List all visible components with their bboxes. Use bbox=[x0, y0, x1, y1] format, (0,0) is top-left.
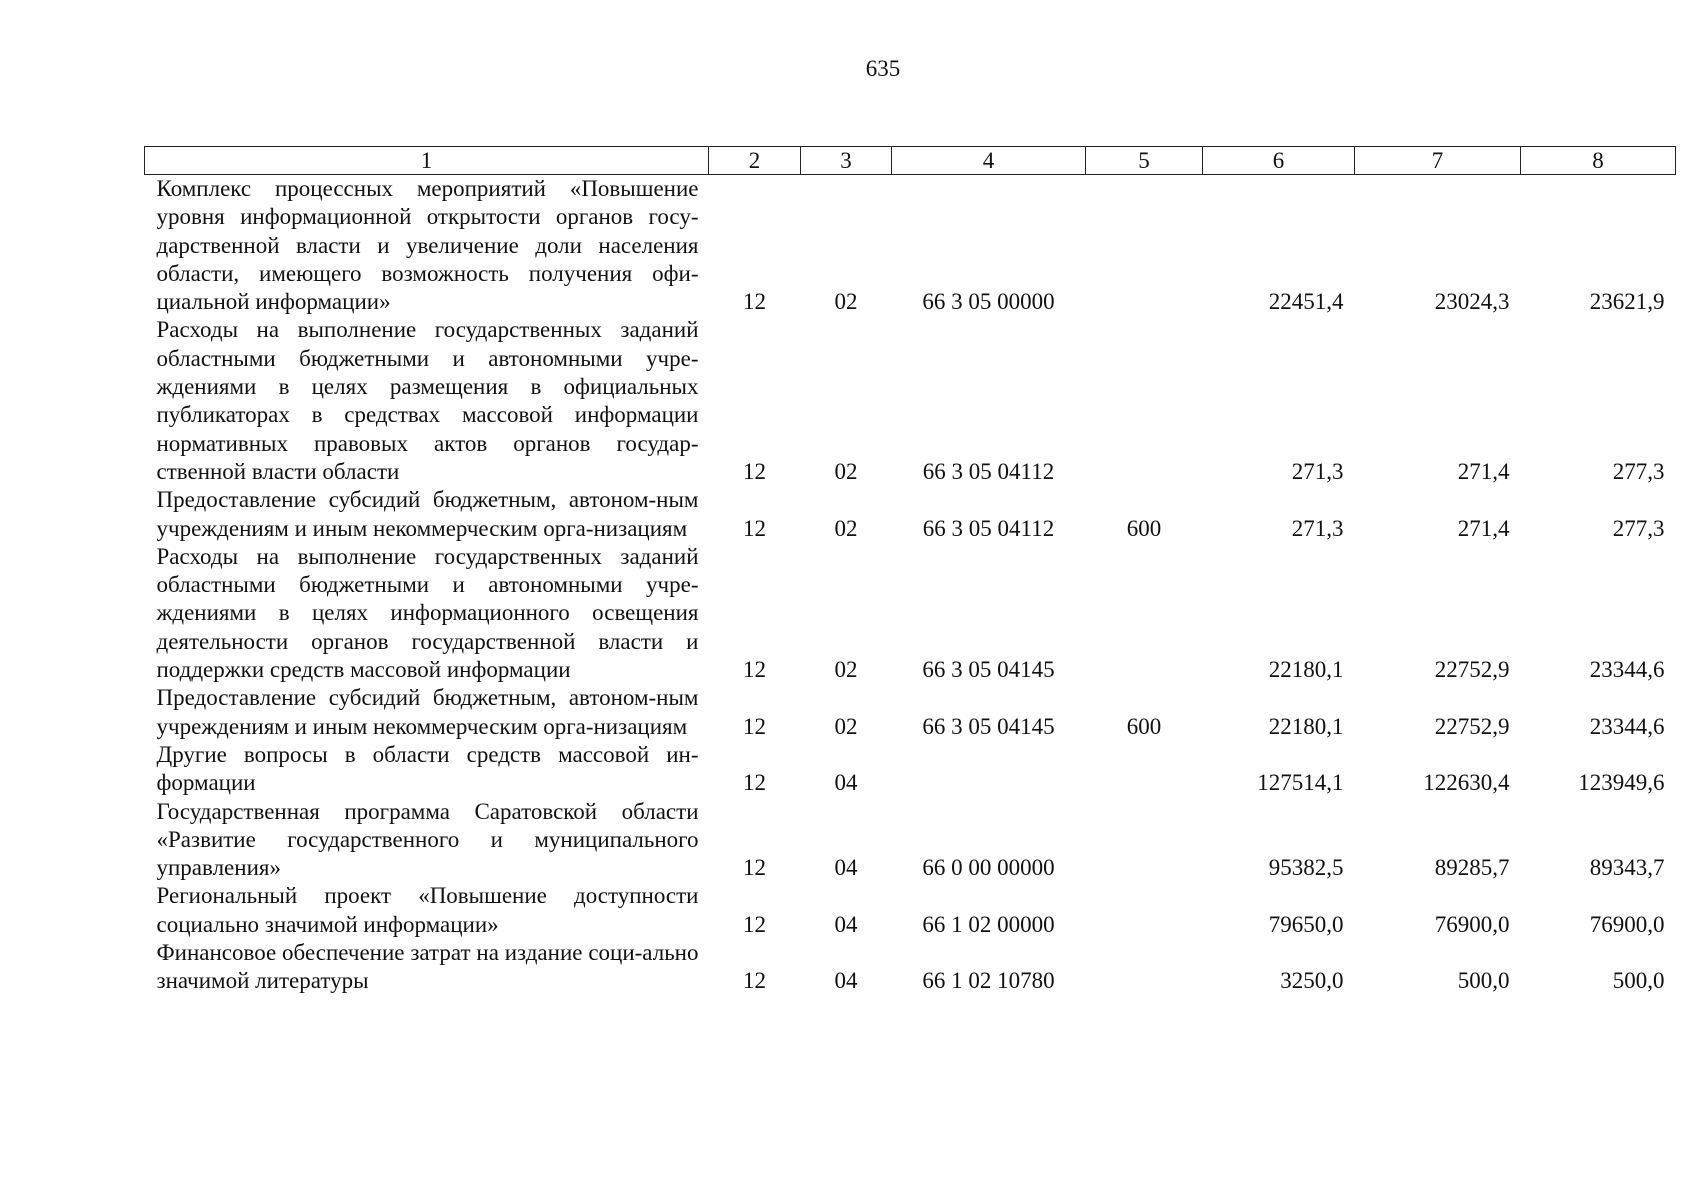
row-target-article: 66 3 05 00000 bbox=[922, 289, 1055, 315]
row-target-article bbox=[892, 741, 1086, 798]
row-description: Предоставление субсидий бюджетным, автоном-ным учреждениям и иным некоммерческим орга-низациям bbox=[156, 487, 699, 541]
row-section: 12 bbox=[743, 289, 766, 315]
row-amount-col-6: 79650,0 bbox=[1268, 911, 1344, 937]
row-amount-col-8: 76900,0 bbox=[1589, 911, 1665, 937]
row-amount-col-7: 271,4 bbox=[1457, 458, 1510, 484]
table-body bbox=[145, 175, 1676, 996]
row-target-article: 66 1 02 00000 bbox=[922, 911, 1055, 937]
row-amount-col-8: 277,3 bbox=[1612, 515, 1665, 541]
row-amount-col-6: 271,3 bbox=[1291, 515, 1344, 541]
row-amount-col-7: 22752,9 bbox=[1434, 657, 1510, 683]
header-col-1: 1 bbox=[145, 147, 709, 175]
budget-table bbox=[144, 146, 1676, 996]
row-description: Государственная программа Саратовской области «Развитие государственного и муниципального управления» bbox=[156, 798, 699, 881]
row-amount-col-8: 89343,7 bbox=[1589, 855, 1665, 881]
header-col-6: 6 bbox=[1203, 147, 1355, 175]
row-amount-col-8: 23621,9 bbox=[1589, 289, 1665, 315]
table-row bbox=[145, 939, 1676, 996]
row-expense-type bbox=[1086, 741, 1203, 798]
row-amount-col-8: 277,3 bbox=[1612, 458, 1665, 484]
table-row bbox=[145, 741, 1676, 798]
table-row bbox=[145, 684, 1676, 741]
header-col-7: 7 bbox=[1355, 147, 1521, 175]
row-section: 12 bbox=[743, 855, 766, 881]
table-row bbox=[145, 486, 1676, 543]
row-description: Региональный проект «Повышение доступности социально значимой информации» bbox=[156, 883, 699, 937]
row-amount-col-6: 22451,4 bbox=[1268, 289, 1344, 315]
row-amount-col-8: 23344,6 bbox=[1589, 713, 1665, 739]
header-col-4: 4 bbox=[892, 147, 1086, 175]
header-col-2: 2 bbox=[709, 147, 801, 175]
row-amount-col-8: 23344,6 bbox=[1589, 657, 1665, 683]
row-subsection: 04 bbox=[834, 855, 858, 881]
row-subsection: 04 bbox=[834, 911, 858, 937]
table-row bbox=[145, 316, 1676, 486]
row-expense-type bbox=[1086, 175, 1203, 317]
row-description: Другие вопросы в области средств массовой ин-формации bbox=[156, 741, 699, 796]
row-amount-col-7: 76900,0 bbox=[1434, 911, 1510, 937]
row-amount-col-8: 123949,6 bbox=[1578, 770, 1665, 796]
row-subsection: 02 bbox=[834, 289, 858, 315]
row-expense-type bbox=[1086, 939, 1203, 996]
row-description: Расходы на выполнение государственных заданий областными бюджетными и автономными учре-ждениями в целях размещения в официальных публикаторах в средствах массовой информации нормативных правовых актов органов государ-ственной власти области bbox=[156, 317, 699, 484]
row-amount-col-7: 22752,9 bbox=[1434, 713, 1510, 739]
row-expense-type bbox=[1086, 543, 1203, 684]
row-expense-type: 600 bbox=[1126, 713, 1162, 739]
table-row bbox=[145, 882, 1676, 939]
row-subsection: 02 bbox=[834, 458, 858, 484]
row-amount-col-6: 3250,0 bbox=[1280, 968, 1344, 994]
row-amount-col-7: 500,0 bbox=[1457, 968, 1510, 994]
header-col-5: 5 bbox=[1086, 147, 1203, 175]
row-amount-col-8: 500,0 bbox=[1612, 968, 1665, 994]
row-amount-col-7: 271,4 bbox=[1457, 515, 1510, 541]
row-description: Финансовое обеспечение затрат на издание соци-ально значимой литературы bbox=[156, 940, 699, 994]
row-expense-type bbox=[1086, 798, 1203, 883]
row-amount-col-7: 89285,7 bbox=[1434, 855, 1510, 881]
row-section: 12 bbox=[743, 713, 766, 739]
row-description: Расходы на выполнение государственных заданий областными бюджетными и автономными учре-ждениями в целях информационного освещения деятельности органов государственной власти и поддержки средств массовой информации bbox=[156, 543, 699, 683]
row-target-article: 66 0 00 00000 bbox=[922, 855, 1055, 881]
row-section: 12 bbox=[743, 657, 766, 683]
row-target-article: 66 1 02 10780 bbox=[922, 968, 1055, 994]
row-amount-col-6: 22180,1 bbox=[1268, 657, 1344, 683]
row-target-article: 66 3 05 04145 bbox=[922, 657, 1055, 683]
row-target-article: 66 3 05 04145 bbox=[922, 713, 1055, 739]
row-expense-type: 600 bbox=[1126, 515, 1162, 541]
header-col-3: 3 bbox=[801, 147, 892, 175]
row-expense-type bbox=[1086, 882, 1203, 939]
row-subsection: 04 bbox=[834, 968, 858, 994]
row-subsection: 02 bbox=[834, 657, 858, 683]
row-amount-col-7: 122630,4 bbox=[1423, 770, 1510, 796]
table-row bbox=[145, 175, 1676, 317]
row-amount-col-7: 23024,3 bbox=[1434, 289, 1510, 315]
row-subsection: 02 bbox=[834, 713, 858, 739]
row-section: 12 bbox=[743, 458, 766, 484]
row-section: 12 bbox=[743, 968, 766, 994]
row-description: Комплекс процессных мероприятий «Повышение уровня информационной открытости органов госу-дарственной власти и увеличение доли населения области, имеющего возможность получения офи-циальной информации» bbox=[156, 176, 699, 315]
row-section: 12 bbox=[743, 770, 766, 796]
row-subsection: 02 bbox=[834, 515, 858, 541]
table-row bbox=[145, 543, 1676, 684]
row-amount-col-6: 271,3 bbox=[1291, 458, 1344, 484]
row-expense-type bbox=[1086, 316, 1203, 486]
row-subsection: 04 bbox=[834, 770, 858, 796]
row-description: Предоставление субсидий бюджетным, автоном-ным учреждениям и иным некоммерческим орга-низациям bbox=[156, 685, 699, 739]
row-amount-col-6: 127514,1 bbox=[1257, 770, 1344, 796]
row-section: 12 bbox=[743, 911, 766, 937]
row-amount-col-6: 22180,1 bbox=[1268, 713, 1344, 739]
table-header-row bbox=[145, 147, 1676, 175]
page-number: 635 bbox=[865, 56, 901, 81]
row-target-article: 66 3 05 04112 bbox=[922, 515, 1055, 541]
row-amount-col-6: 95382,5 bbox=[1268, 855, 1344, 881]
header-col-8: 8 bbox=[1521, 147, 1676, 175]
row-target-article: 66 3 05 04112 bbox=[922, 458, 1055, 484]
table-row bbox=[145, 798, 1676, 883]
row-section: 12 bbox=[743, 515, 766, 541]
